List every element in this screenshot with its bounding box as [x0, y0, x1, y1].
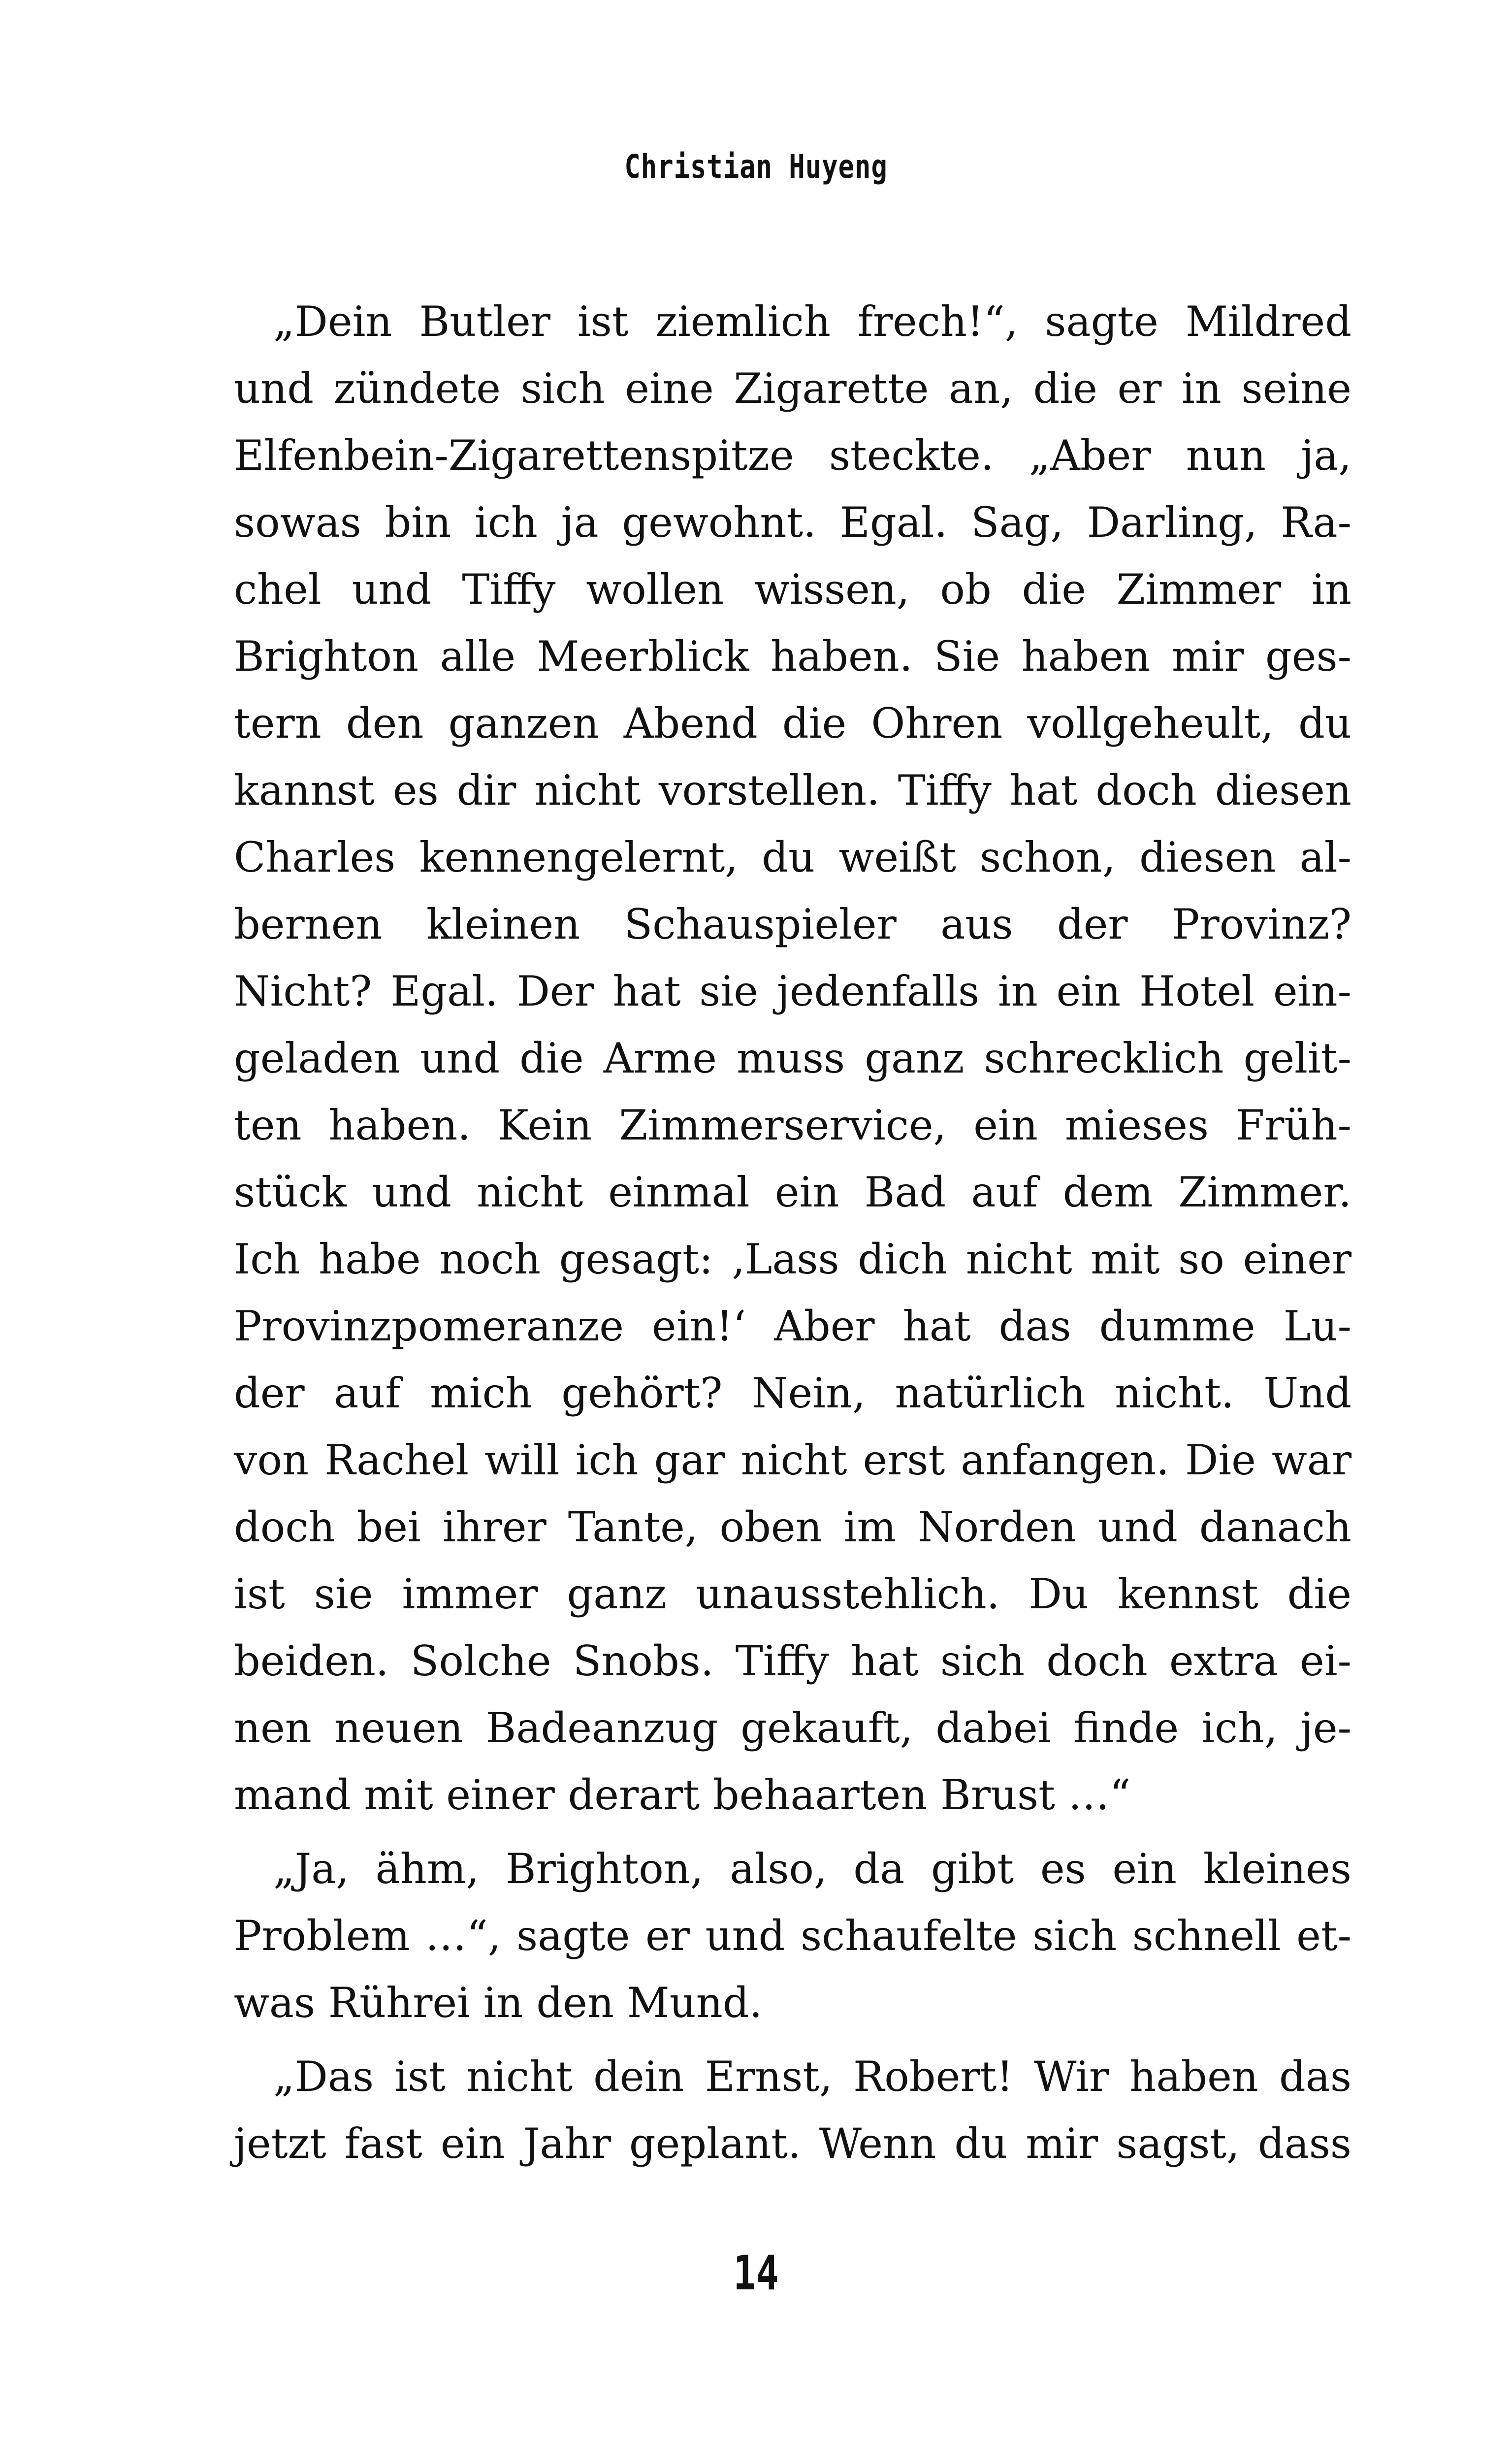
text-line: „Das ist nicht dein Ernst, Robert! Wir haben das [273, 2052, 1351, 2101]
text-line: der auf mich gehört? Nein, natürlich nicht. Und [234, 1369, 1351, 1417]
text-line: tern den ganzen Abend die Ohren vollgeheult, du [234, 699, 1351, 748]
text-line: stück und nicht einmal ein Bad auf dem Zimmer. [234, 1168, 1351, 1216]
text-line: Provinzpomeranze ein!‘ Aber hat das dumme Lu- [234, 1302, 1351, 1350]
text-line: nen neuen Badeanzug gekauft, dabei finde ich, je- [234, 1704, 1351, 1752]
text-line: Elfenbein-Zigarettenspitze steckte. „Aber nun ja, [234, 431, 1351, 480]
text-line: was Rührei in den Mund. [234, 1979, 763, 2027]
text-line: chel und Tiffy wollen wissen, ob die Zimmer in [234, 565, 1351, 614]
text-line: Ich habe noch gesagt: ‚Lass dich nicht mit so einer [234, 1235, 1351, 1283]
text-line: jetzt fast ein Jahr geplant. Wenn du mir sagst, dass [234, 2119, 1351, 2168]
text-line: kannst es dir nicht vorstellen. Tiffy hat doch diesen [234, 766, 1351, 814]
text-line: beiden. Solche Snobs. Tiffy hat sich doch extra ei- [234, 1637, 1351, 1685]
body-text [234, 288, 1351, 2177]
text-line: ten haben. Kein Zimmerservice, ein mieses Früh- [234, 1101, 1351, 1149]
text-line: bernen kleinen Schauspieler aus der Provinz? [234, 900, 1351, 948]
text-line: Brighton alle Meerblick haben. Sie haben mir ges- [234, 632, 1351, 681]
text-line: Nicht? Egal. Der hat sie jedenfalls in ein Hotel ein- [234, 967, 1351, 1015]
text-line: doch bei ihrer Tante, oben im Norden und danach [234, 1503, 1351, 1551]
text-line: von Rachel will ich gar nicht erst anfangen. Die war [234, 1436, 1351, 1484]
text-line: geladen und die Arme muss ganz schrecklich gelit- [234, 1034, 1351, 1082]
text-line: Charles kennengelernt, du weißt schon, diesen al- [234, 833, 1351, 881]
text-line: ist sie immer ganz unausstehlich. Du kennst die [234, 1570, 1351, 1618]
text-line: sowas bin ich ja gewohnt. Egal. Sag, Darling, Ra- [234, 498, 1351, 547]
page-number: 14 [733, 2246, 779, 2301]
text-line: Problem …“, sagte er und schaufelte sich schnell et- [234, 1912, 1351, 1960]
text-line: und zündete sich eine Zigarette an, die er in seine [234, 364, 1351, 413]
text-line: „Dein Butler ist ziemlich frech!“, sagte Mildred [273, 297, 1351, 346]
text-line: „Ja, ähm, Brighton, also, da gibt es ein kleines [273, 1845, 1351, 1893]
text-line: mand mit einer derart behaarten Brust …“ [234, 1771, 1131, 1819]
running-head-author: Christian Huyeng [624, 148, 888, 186]
